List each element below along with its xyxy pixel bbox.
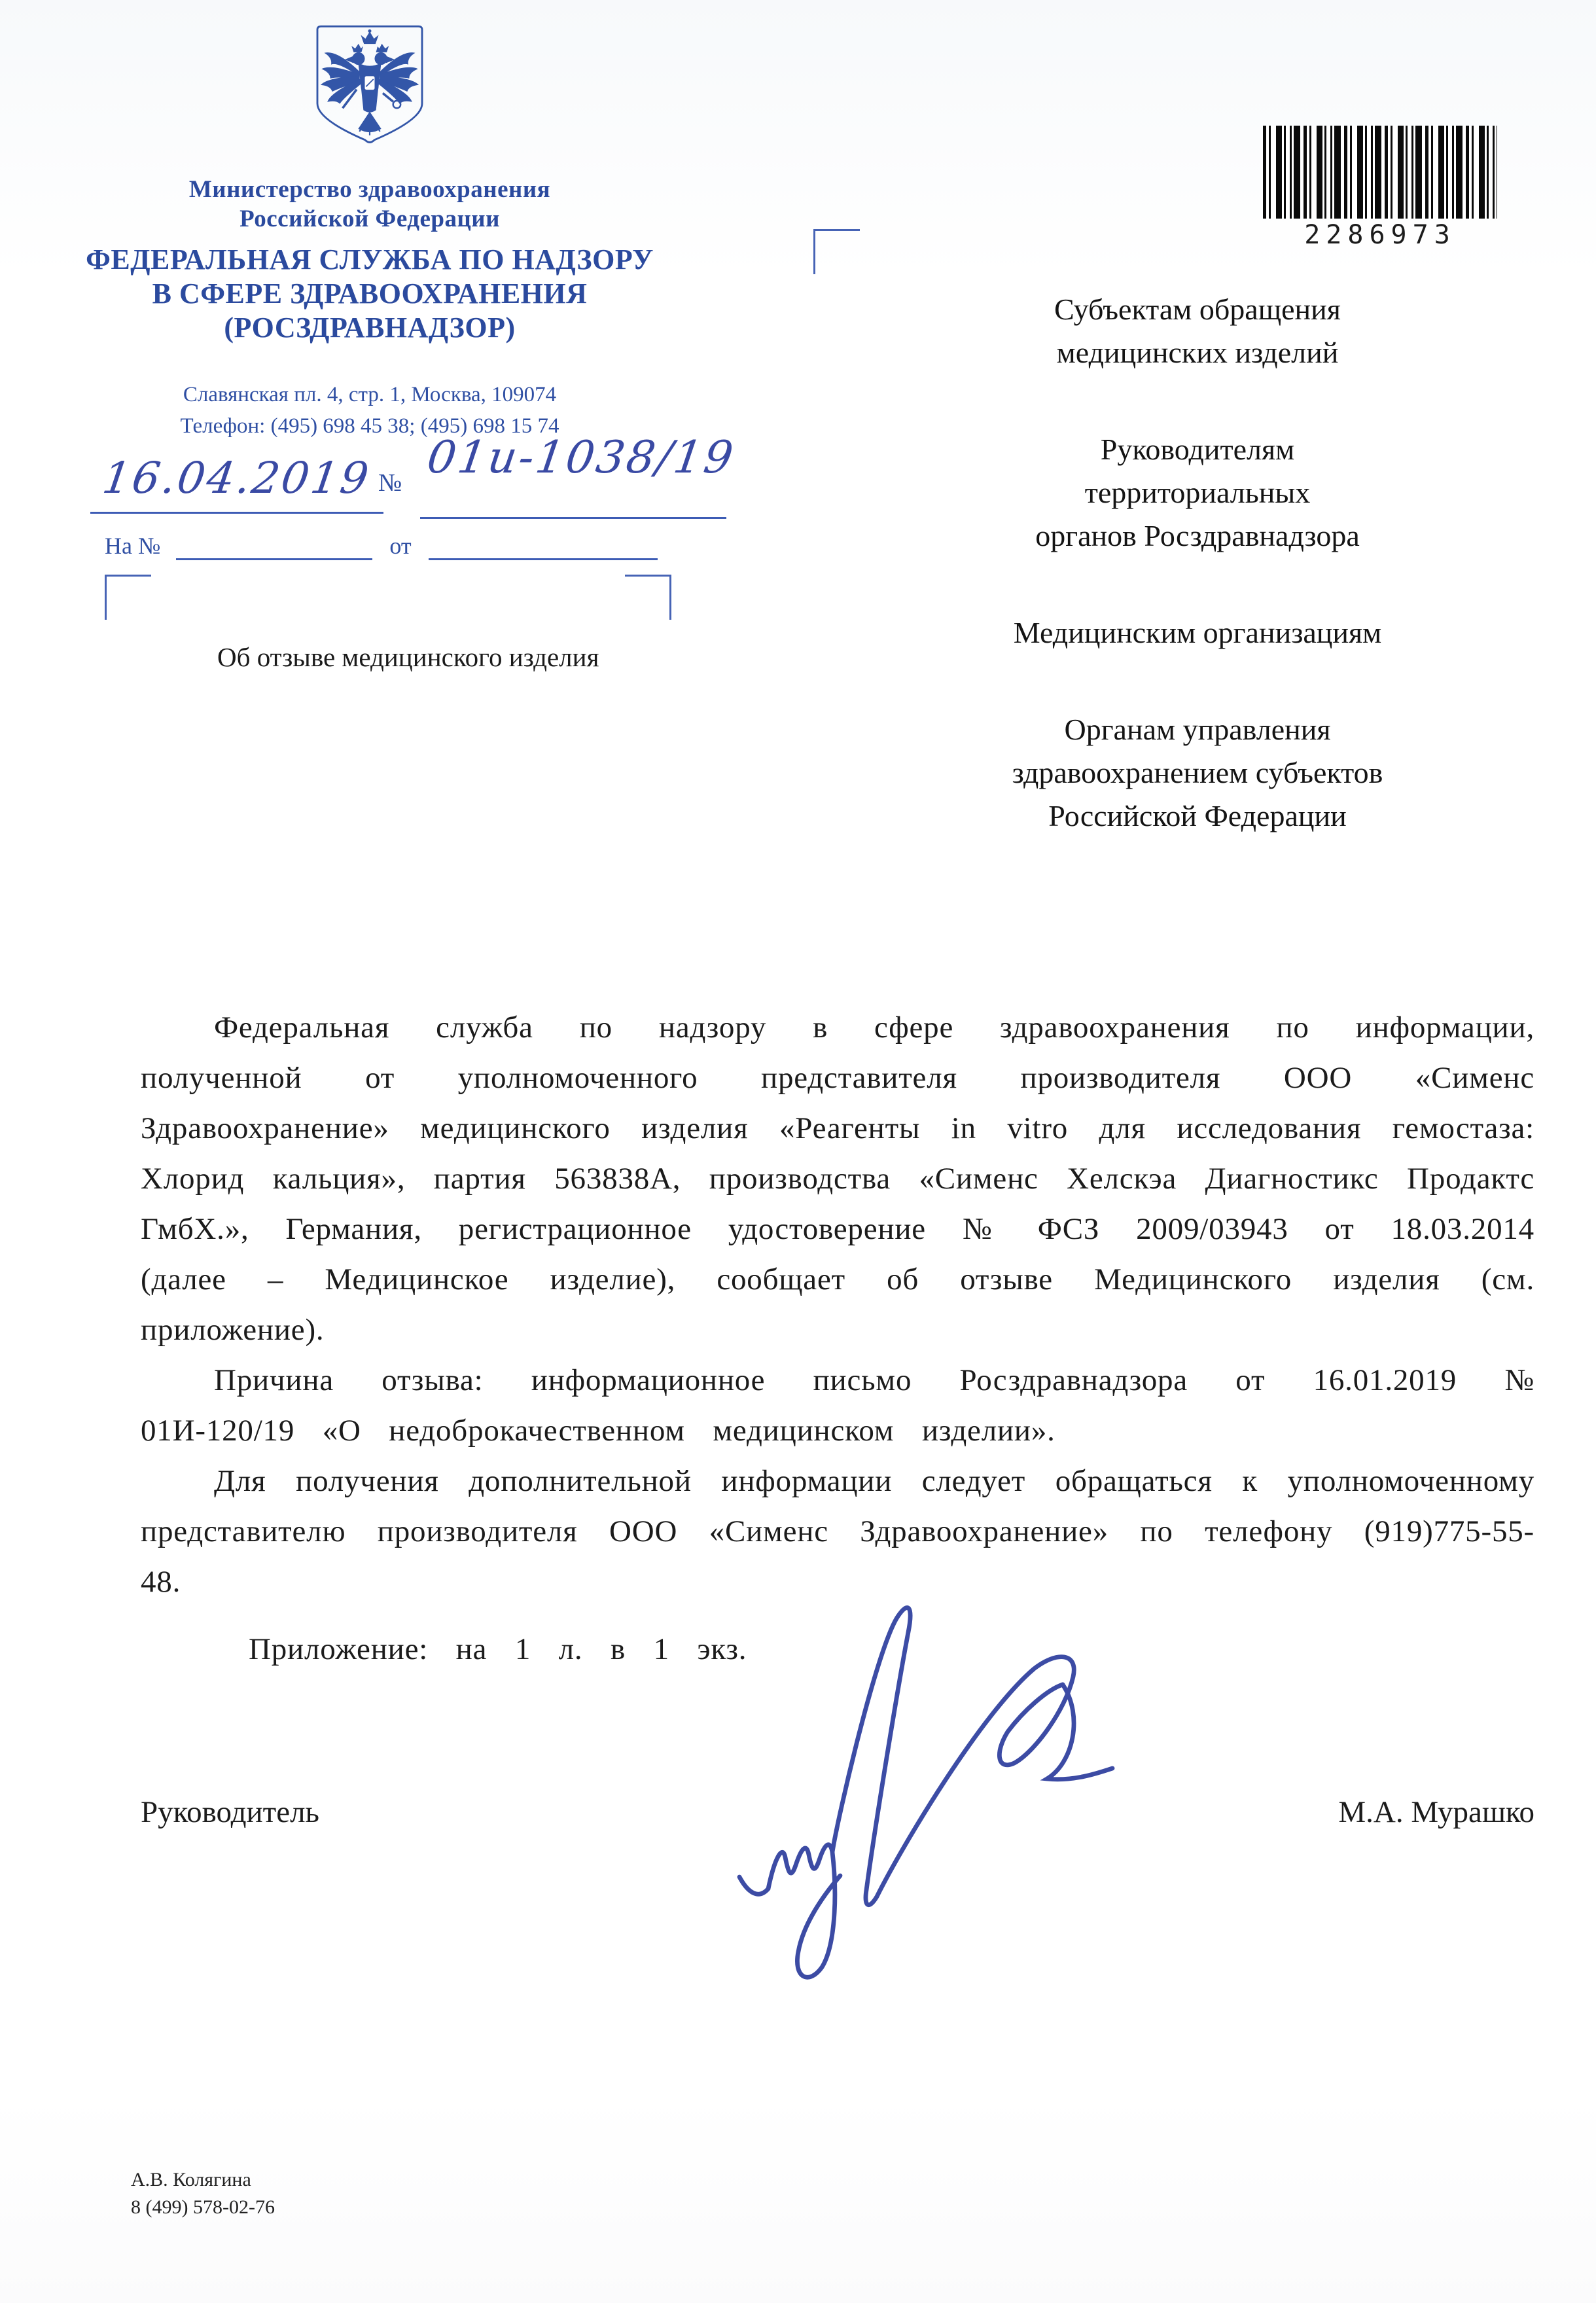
body-paragraph-2: Причина отзыва: информационное письмо Росздравнадзора от 16.01.2019 № 01И-120/19 «О недоброкачественном медицинском изделии». [141, 1363, 1534, 1448]
recipient-zone-corner-icon [813, 229, 860, 274]
letterhead-address: Славянская пл. 4, стр. 1, Москва, 109074 [183, 382, 557, 406]
reply-label: На № [105, 533, 161, 559]
service-line-2: В СФЕРЕ ЗДРАВООХРАНЕНИЯ [152, 277, 588, 310]
signer-title: Руководитель [141, 1795, 319, 1829]
handwritten-signature-icon [641, 1596, 1126, 1988]
recipient-territorial-heads [864, 428, 1531, 558]
date-rule [90, 512, 383, 514]
number-sign: № [378, 469, 402, 497]
recipient-line: медицинских изделий [1056, 336, 1339, 369]
body-paragraph-1: Федеральная служба по надзору в сфере здравоохранения по информации, полученной от уполномоченного представителя производителя ООО «Сименс Здравоохранение» медицинского изделия «Реагенты in vitro для исследования гемостаза: Хлорид кальция», партия 563838А, производства «Сименс Хелскэа Диагностикс Продактс ГмбХ.», Германия, регистрационное удостоверение № ФСЗ 2009/03943 от 18.03.2014 (далее – Медицинское изделие), сообщает об отзыве Медицинского изделия (см. приложение). [141, 1010, 1534, 1347]
coat-of-arms-icon [304, 23, 435, 168]
ministry-name [82, 175, 658, 234]
recipient-line: Руководителям [1100, 433, 1295, 466]
recipient-subjects [864, 288, 1531, 374]
service-name [82, 243, 658, 345]
recipient-line: Медицинским организациям [1013, 616, 1382, 649]
body-paragraph-3: Для получения дополнительной информации следует обращаться к уполномоченному представителю производителя ООО «Сименс Здравоохранение» по телефону (919)775-55-48. [141, 1464, 1534, 1599]
reply-reference-row [105, 530, 658, 560]
executor-block [131, 2166, 275, 2221]
recipient-line: Органам управления [1064, 713, 1331, 746]
recipient-line: Субъектам обращения [1054, 293, 1341, 326]
recipient-line: территориальных [1084, 476, 1311, 509]
recipient-line: органов Росздравнадзора [1035, 519, 1360, 552]
handwritten-number: 01и-1038/19 [424, 432, 738, 484]
recipient-line: здравоохранением субъектов [1012, 756, 1383, 789]
handwritten-date: 16.04.2019 [99, 453, 374, 503]
signer-name: М.А. Мурашко [1338, 1795, 1534, 1829]
recipient-line: Российской Федерации [1048, 799, 1347, 832]
address-zone-corner-left-icon [105, 575, 151, 620]
barcode [1263, 126, 1497, 250]
service-line-1: ФЕДЕРАЛЬНАЯ СЛУЖБА ПО НАДЗОРУ [86, 243, 654, 276]
barcode-number: 2286973 [1304, 220, 1456, 250]
attachment-note: Приложение: на 1 л. в 1 экз. [249, 1632, 747, 1666]
letter-body [141, 1003, 1534, 1675]
executor-phone: 8 (499) 578-02-76 [131, 2196, 275, 2218]
service-line-3: (РОСЗДРАВНАДЗОР) [224, 312, 516, 344]
recipient-health-authorities [864, 708, 1531, 838]
recipient-list [864, 288, 1531, 891]
executor-name: А.В. Колягина [131, 2169, 251, 2190]
reply-number-blank [176, 533, 372, 560]
letterhead-phone: Телефон: (495) 698 45 38; (495) 698 15 74 [180, 414, 559, 438]
reply-date-blank [429, 533, 658, 560]
recipient-medical-organizations [864, 611, 1531, 654]
ministry-line-1: Министерство здравоохранения [188, 176, 551, 203]
subject-line: Об отзыве медицинского изделия [217, 642, 599, 672]
letterhead [82, 23, 658, 438]
reply-from-label: от [389, 533, 412, 559]
address-zone-corner-right-icon [625, 575, 671, 620]
ministry-line-2: Российской Федерации [239, 205, 500, 233]
barcode-bars-icon [1263, 126, 1497, 219]
number-rule [420, 517, 726, 519]
